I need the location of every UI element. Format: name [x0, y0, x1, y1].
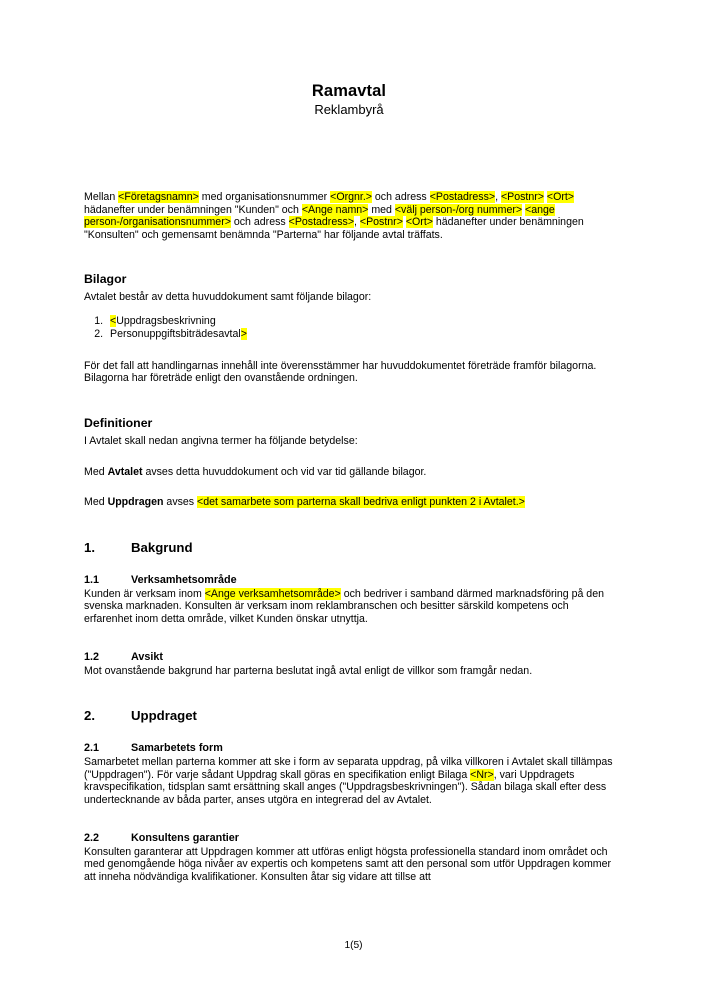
- subsection-number: 2.2: [84, 831, 100, 844]
- section-1-2-body: Mot ovanstående bakgrund har parterna beslutat ingå avtal enligt de villkor som framgår nedan.: [84, 664, 533, 677]
- section-2-1-body: [84, 756, 614, 806]
- placeholder-ange-verksamhetsomrade: <Ange verksamhetsområde>: [204, 587, 341, 600]
- heading-section-2: [84, 708, 614, 724]
- definition-body: avses detta huvuddokument och vid var tid gällande bilagor.: [142, 465, 427, 478]
- intro-text-12: hädanefter under benämningen "Konsulten" och gemensamt benämnda "Parterna" har följande avtal träffats.: [84, 216, 584, 241]
- list-item-label: Personuppgiftsbiträdesavtal: [110, 328, 241, 341]
- placeholder-postadress-1: <Postadress>: [429, 191, 496, 203]
- spacer: [84, 724, 614, 742]
- spacer: [84, 509, 614, 540]
- placeholder-valj-person-org-nummer: <välj person-/org nummer>: [394, 203, 523, 216]
- definition-uppdragen: [84, 496, 614, 509]
- spacer: [84, 807, 614, 832]
- subsection-number: 2.1: [84, 742, 100, 755]
- definition-avtalet: [84, 466, 614, 479]
- page-number: 1(5): [344, 940, 363, 951]
- page-footer: [0, 940, 707, 951]
- heading-bilagor: Bilagor: [84, 272, 127, 287]
- spacer: [84, 385, 614, 416]
- bracket-close-icon: >: [240, 328, 247, 341]
- intro-text-4: ,: [495, 191, 501, 203]
- page-subtitle: Reklambyrå: [314, 102, 384, 117]
- section-2-2-body: Konsulten garanterar att Uppdragen kommer att utföras enligt högsta professionella standard inom området och med genomgående höga nivåer av expertis och kompetens samt att den personal som utför Uppdragen kommer att inneha nödvändiga kvalifikationer. Konsulten åtar sig vidare att tillse att: [84, 845, 612, 883]
- definition-prefix: Med: [84, 496, 108, 509]
- spacer: [84, 626, 614, 651]
- intro-text-6: hädanefter under benämningen "Kunden" och: [84, 203, 302, 216]
- placeholder-postnr-1: <Postnr>: [500, 191, 544, 203]
- placeholder-postnr-2: <Postnr>: [359, 216, 403, 229]
- section-1-1-body: [84, 588, 614, 626]
- subsection-number: 1.1: [84, 573, 100, 586]
- placeholder-ange-person-organisationsnummer: <ange person-/organisationsnummer>: [84, 203, 555, 229]
- bilagor-note: För det fall att handlingarnas innehåll inte överensstämmer har huvuddokumentet företräde framför bilagorna. Bilagorna har företräde enligt den ovanstående ordningen.: [84, 359, 597, 385]
- spacer: [84, 478, 614, 496]
- spacer: [84, 342, 614, 360]
- section-number: 1.: [84, 539, 95, 555]
- subsection-number: 1.2: [84, 650, 100, 663]
- subsection-title: Verksamhetsområde: [131, 573, 237, 586]
- page-content: [84, 0, 614, 883]
- section-number: 2.: [84, 708, 95, 724]
- bilagor-lead: Avtalet består av detta huvuddokument samt följande bilagor:: [84, 291, 372, 304]
- list-item: [106, 328, 614, 341]
- definition-term: Avtalet: [107, 465, 143, 478]
- section-2-1-text-post: , vari Uppdragets kravspecifikation, tidsplan samt ersättning skall anges ("Uppdragsbeskrivningen"). Sådan bilaga skall efter dess undertecknande av båda parter, anses utgöra en integrerad del av Avtalet.: [84, 768, 607, 806]
- subsection-title: Avsikt: [131, 650, 164, 663]
- spacer: [84, 677, 614, 708]
- intro-text-9: och adress: [230, 216, 289, 229]
- placeholder-bilaga-nr: <Nr>: [470, 768, 494, 781]
- bilagor-list: [84, 315, 614, 342]
- intro-text-3: och adress: [371, 191, 430, 203]
- placeholder-foretagsnamn: <Företagsnamn>: [118, 191, 199, 203]
- intro-text-2: med organisationsnummer: [198, 191, 331, 203]
- subsection-title: Samarbetets form: [131, 742, 223, 755]
- placeholder-ort-2: <Ort>: [405, 216, 433, 229]
- section-title: Uppdraget: [131, 708, 197, 724]
- intro-text-1: Mellan: [84, 191, 119, 203]
- section-1-1-text-post: och bedriver i samband därmed marknadsföring på den svenska marknaden. Konsulten är verksam inom reklambranschen och besitter särskild kompetens och erfarenhet inom detta område, vilket Kunden önskar utnyttja.: [84, 587, 604, 625]
- bracket-open-icon: <: [110, 314, 117, 327]
- page-title: Ramavtal: [311, 82, 387, 100]
- intro-paragraph: [84, 191, 614, 241]
- heading-section-1-2: [84, 651, 614, 664]
- definition-term: Uppdragen: [107, 496, 164, 509]
- title-block: [84, 0, 614, 118]
- heading-section-2-1: [84, 742, 614, 755]
- definition-body: avses: [163, 496, 198, 509]
- spacer: [84, 448, 614, 466]
- placeholder-ange-namn: <Ange namn>: [301, 203, 369, 216]
- section-title: Bakgrund: [131, 539, 193, 555]
- spacer: [84, 304, 614, 315]
- spacer: [84, 118, 614, 191]
- heading-section-2-2: [84, 832, 614, 845]
- placeholder-ort-1: <Ort>: [546, 191, 574, 203]
- definitioner-lead: I Avtalet skall nedan angivna termer ha följande betydelse:: [84, 434, 358, 447]
- spacer: [84, 241, 614, 272]
- heading-section-1-1: [84, 574, 614, 587]
- placeholder-orgnr: <Orgnr.>: [330, 191, 372, 203]
- section-2-1-text-pre: Samarbetet mellan parterna kommer att ske i form av separata uppdrag, på vilka villkoren i Avtalet skall tillämpas ("Uppdragen"). För varje sådant Uppdrag skall göras en specifikation enligt Bilaga: [84, 756, 613, 781]
- intro-text-7: med: [368, 203, 395, 216]
- heading-definitioner: Definitioner: [84, 415, 153, 430]
- subsection-title: Konsultens garantier: [131, 831, 239, 844]
- list-item: [106, 315, 614, 328]
- placeholder-postadress-2: <Postadress>: [288, 216, 355, 229]
- section-1-1-text-pre: Kunden är verksam inom: [84, 587, 205, 600]
- spacer: [84, 556, 614, 574]
- list-item-label: Uppdragsbeskrivning: [116, 314, 216, 327]
- placeholder-uppdragen-definition: <det samarbete som parterna skall bedriva enligt punkten 2 i Avtalet.>: [197, 496, 525, 509]
- heading-section-1: [84, 540, 614, 556]
- definition-prefix: Med: [84, 465, 108, 478]
- intro-text-10: ,: [354, 216, 360, 229]
